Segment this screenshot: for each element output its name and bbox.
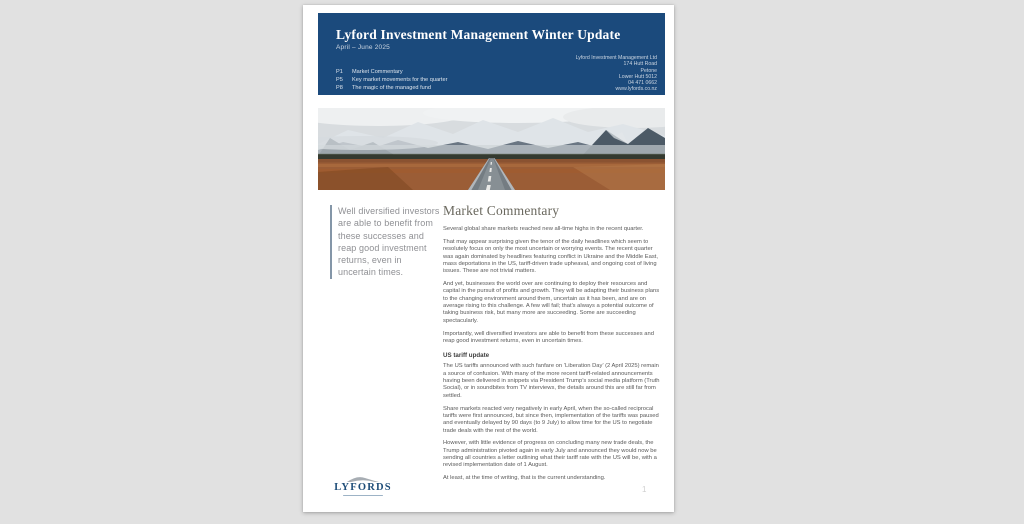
contact-website[interactable]: www.lyfords.co.nz [615, 86, 657, 93]
contact-line: Lyford Investment Management Ltd [575, 55, 657, 61]
pull-quote [330, 205, 440, 279]
paragraph: At least, at the time of writing, that is the current understanding. [443, 475, 606, 482]
toc-page-number: P5 [336, 77, 343, 83]
table-of-contents [336, 68, 447, 92]
toc-page-number: P1 [336, 69, 343, 75]
contact-line: Lower Hutt 5012 [618, 73, 657, 80]
tariff-subheading: US tariff update [443, 352, 490, 360]
paragraph: And yet, businesses the world over are continuing to deploy their resources and capital in the pursuit of profits and growth. They will be adapting their business plans to the changing environment around them, uncertain as it has been, and are on average rising to this challenge. A few will fail; that's always a potential outcome of taking business risk, but many more are succeeding. Some are succeeding spectacularly. [443, 281, 660, 324]
page-number: 1 [642, 485, 647, 494]
article-heading: Market Commentary [443, 203, 560, 218]
contact-line: 04 471 0662 [628, 80, 657, 87]
newsletter-masthead [318, 13, 665, 95]
paragraph: The US tariffs announced with such fanfare on ‘Liberation Day’ (2 April 2025) remain a source of confusion. With many of the more recent tariff-related announcements having been delivered in snippets via President Trump’s social media platform (Truth Social), or in soundbites from TV interviews, the details around this are still far from settled. [443, 363, 660, 399]
article-column [443, 203, 662, 488]
toc-item [336, 68, 447, 76]
toc-item-label: Key market movements for the quarter [352, 77, 448, 83]
paragraph: Share markets reacted very negatively in early April, when the so-called reciprocal tariffs were first announced, but since then, implementation of the tariffs was paused and eventually delayed by 90 days (to 9 July) to allow time for the US to negotiate trade deals with the rest of the world. [443, 405, 659, 434]
document-page[interactable] [303, 5, 674, 512]
paragraph: However, with little evidence of progress on concluding many new trade deals, the Trump administration pivoted again in early July and announced they would now be sending all countries a letter outlining what their tariff rate with the US will be, with a revised implementation date of 1 August. [443, 440, 657, 469]
logo-tagline-line [343, 495, 383, 497]
toc-page-number: P8 [336, 85, 343, 91]
paragraph: That may appear surprising given the tenor of the daily headlines which seem to resolutely focus on only the most uncertain or worrying events. The recent quarter was again dominated by headlines featuring conflict in Ukraine and the Middle East, mass deportations in the US, tariff-driven trade upheaval, and ongoing cost of living issues. These are not trivial matters. [443, 238, 658, 275]
toc-item-label: The magic of the managed fund [352, 85, 431, 91]
toc-item [336, 76, 447, 84]
contact-line: Petone [640, 67, 657, 74]
newsletter-subtitle: April – June 2025 [336, 44, 390, 51]
paragraph: Several global share markets reached new all-time highs in the recent quarter. [443, 226, 644, 232]
logo-text: LYFORDS [334, 482, 392, 493]
toc-item-label: Market Commentary [352, 69, 403, 75]
newsletter-title: Lyford Investment Management Winter Update [336, 27, 621, 42]
contact-line: 174 Hutt Road [623, 61, 657, 68]
contact-block [576, 55, 657, 93]
quote-text: Well diversified investors are able to benefit from these successes and reap good investment returns, even in uncertain times. [338, 206, 440, 278]
paragraph: Importantly, well diversified investors are able to benefit from these successes and reap good investment returns, even in uncertain times. [443, 330, 654, 344]
road-mountains-image [318, 108, 665, 190]
lyfords-logo [333, 475, 393, 496]
toc-item [336, 84, 447, 92]
landscape-photo [318, 108, 665, 190]
quote-accent-bar [330, 205, 332, 279]
